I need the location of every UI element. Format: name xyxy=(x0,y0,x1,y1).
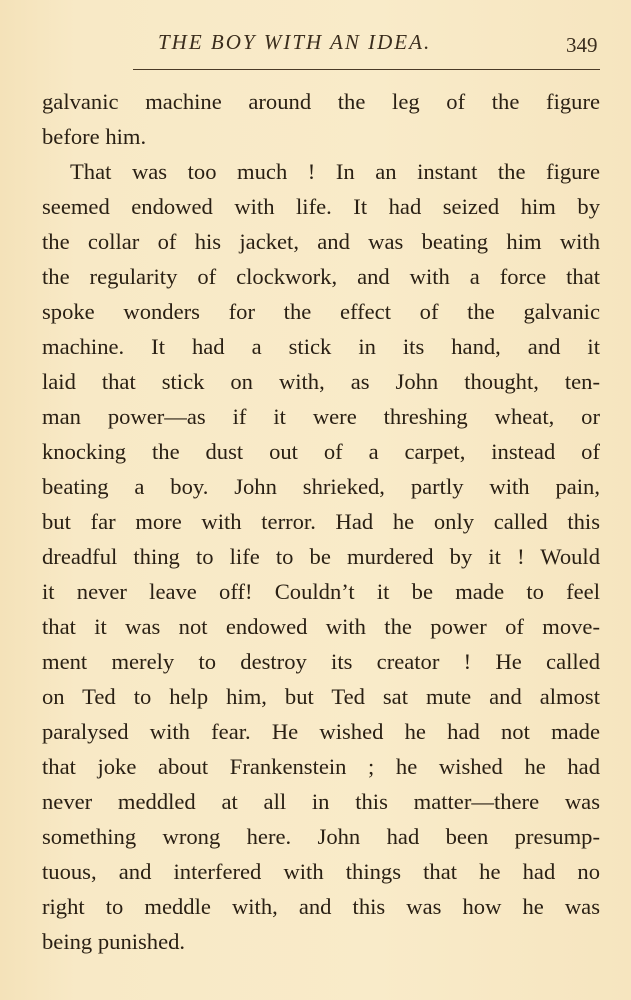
text-line: beating a boy. John shrieked, partly with pain, xyxy=(42,474,600,499)
text-line: laid that stick on with, as John thought, ten- xyxy=(42,369,600,394)
text-line: knocking the dust out of a carpet, instead of xyxy=(42,439,600,464)
text-line: before him. xyxy=(42,124,147,149)
running-title: THE BOY WITH AN IDEA. xyxy=(158,30,432,54)
text-line: on Ted to help him, but Ted sat mute and almost xyxy=(42,684,600,709)
text-line: right to meddle with, and this was how he was xyxy=(42,894,600,919)
text-line: something wrong here. John had been presump- xyxy=(42,824,600,849)
text-line: being punished. xyxy=(42,929,186,954)
text-line: paralysed with fear. He wished he had not made xyxy=(42,719,600,744)
text-line: seemed endowed with life. It had seized him by xyxy=(42,194,600,219)
text-line: man power—as if it were threshing wheat, or xyxy=(42,404,600,429)
text-line: it never leave off! Couldn’t it be made to feel xyxy=(42,579,600,604)
text-line: galvanic machine around the leg of the figure xyxy=(42,89,600,114)
page-number: 349 xyxy=(566,33,598,57)
text-line: machine. It had a stick in its hand, and it xyxy=(42,334,600,359)
text-line: ment merely to destroy its creator ! He called xyxy=(42,649,600,674)
text-line: never meddled at all in this matter—there was xyxy=(42,789,600,814)
text-line: spoke wonders for the effect of the galvanic xyxy=(42,299,600,324)
header-rule xyxy=(133,69,600,70)
text-line: but far more with terror. Had he only called this xyxy=(42,509,600,534)
text-line: tuous, and interfered with things that he had no xyxy=(42,859,600,884)
text-line: that it was not endowed with the power of move- xyxy=(42,614,600,639)
text-line: that joke about Frankenstein ; he wished he had xyxy=(42,754,600,779)
paragraph-first-line: That was too much ! In an instant the figure xyxy=(70,159,600,184)
text-line: the regularity of clockwork, and with a force that xyxy=(42,264,600,289)
body-text xyxy=(42,84,600,959)
text-line: the collar of his jacket, and was beating him with xyxy=(42,229,600,254)
text-line: dreadful thing to life to be murdered by it ! Would xyxy=(42,544,600,569)
